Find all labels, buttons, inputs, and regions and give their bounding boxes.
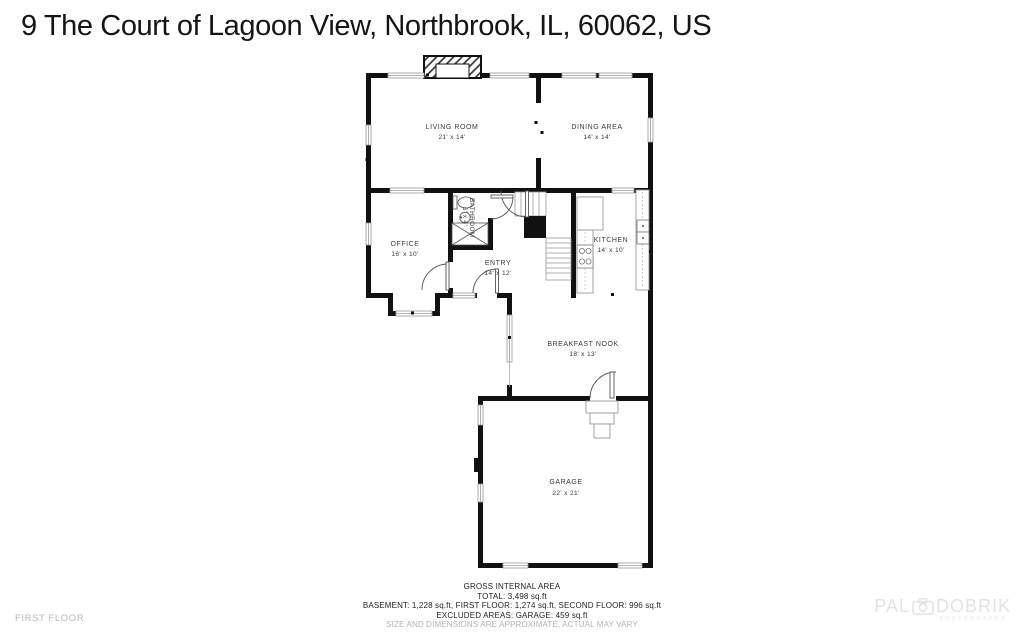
living-room-label: LIVING ROOM (425, 124, 479, 131)
stove (577, 245, 593, 268)
bathroom-label: BATHROOM (468, 198, 475, 238)
watermark-subtitle: PHOTOGRAPHY (939, 616, 1007, 622)
excluded-areas: EXCLUDED AREAS: GARAGE: 459 sq.ft (436, 610, 588, 620)
windows (366, 73, 653, 568)
page-title: 9 The Court of Lagoon View, Northbrook, IL, 60062, US (21, 10, 712, 42)
office-door (422, 264, 448, 290)
office-dims: 16' x 10' (391, 251, 419, 258)
toilet-tank (453, 196, 457, 209)
garage-steps (586, 401, 618, 438)
bathroom-dims: 6' x 4' (461, 207, 468, 227)
total-area: TOTAL: 3,498 sq.ft (477, 591, 547, 601)
dining-area-dims: 14' x 14' (583, 134, 611, 141)
entry-dims: 14' x 12' (484, 270, 512, 277)
watermark-brand-suffix: DOBRIK (935, 596, 1011, 616)
fireplace (424, 56, 481, 78)
kitchen-label: KITCHEN (593, 237, 629, 244)
floor-label: FIRST FLOOR (15, 613, 85, 624)
disclaimer: SIZE AND DIMENSIONS ARE APPROXIMATE, ACTUAL MAY VARY (386, 620, 638, 630)
kitchen-dims: 14' x 10' (597, 247, 625, 254)
camera-icon (912, 598, 934, 615)
living-room-dims: 21' x 14' (438, 134, 466, 141)
garage-label: GARAGE (549, 479, 583, 486)
watermark-brand-prefix: PAL (874, 596, 910, 616)
bathroom-door (491, 197, 513, 219)
garage-dims: 22' x 21' (552, 490, 580, 497)
gross-internal-area-heading: GROSS INTERNAL AREA (463, 582, 561, 591)
fridge (577, 197, 603, 230)
staircase (515, 192, 571, 280)
floor-areas: BASEMENT: 1,228 sq.ft, FIRST FLOOR: 1,274 sq.ft, SECOND FLOOR: 996 sq.ft (362, 601, 662, 611)
area-summary (0, 582, 1024, 630)
breakfast-nook-dims: 18' x 13' (569, 351, 597, 358)
office-label: OFFICE (390, 241, 420, 248)
dining-area-label: DINING AREA (571, 124, 623, 131)
photographer-watermark (874, 597, 1011, 622)
breakfast-nook-label: BREAKFAST NOOK (547, 341, 619, 348)
entry-label: ENTRY (484, 260, 512, 267)
